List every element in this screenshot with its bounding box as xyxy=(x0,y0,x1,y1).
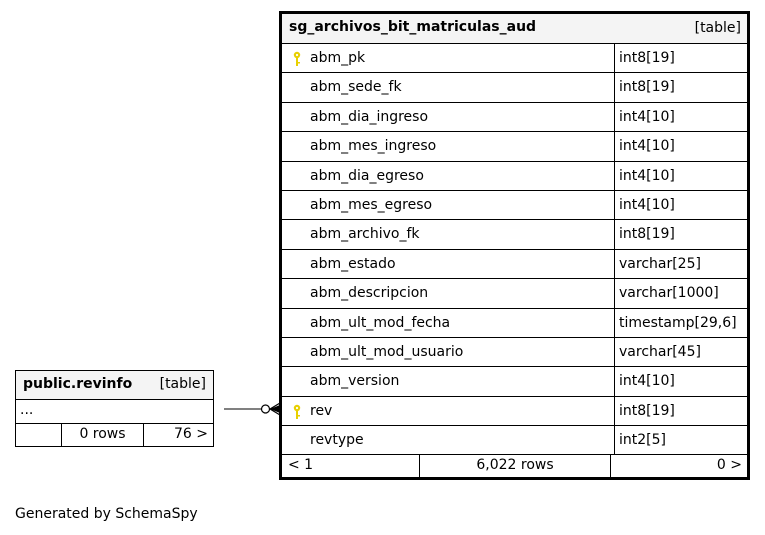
column-type: varchar[25] xyxy=(619,255,701,272)
column-row[interactable] xyxy=(282,220,747,249)
column-name-cell xyxy=(282,132,615,160)
column-name: abm_mes_egreso xyxy=(310,196,433,213)
zero-optional-marker xyxy=(262,405,270,413)
column-name: revtype xyxy=(310,432,364,449)
column-type: int4[10] xyxy=(619,167,675,184)
column-type: varchar[45] xyxy=(619,343,701,360)
column-name-cell xyxy=(282,73,615,101)
column-row[interactable] xyxy=(282,397,747,426)
table-kind: [table] xyxy=(159,376,206,392)
key-icon xyxy=(292,51,302,67)
table-kind: [table] xyxy=(694,20,741,36)
row-count: 0 rows xyxy=(62,424,144,446)
column-type: varchar[1000] xyxy=(619,285,719,302)
column-name: abm_version xyxy=(310,373,400,390)
column-row[interactable] xyxy=(282,103,747,132)
column-name: abm_dia_ingreso xyxy=(310,108,429,125)
column-name-cell xyxy=(282,367,615,395)
column-name: abm_dia_egreso xyxy=(310,167,424,184)
column-name-cell xyxy=(282,279,615,307)
column-type: int4[10] xyxy=(619,196,675,213)
collapsed-columns: ... xyxy=(16,400,213,424)
column-row[interactable] xyxy=(282,367,747,396)
child-count[interactable]: 76 > xyxy=(174,426,208,442)
column-type: timestamp[29,6] xyxy=(619,314,737,331)
column-name-cell xyxy=(282,397,615,425)
child-count[interactable]: 0 > xyxy=(716,457,742,474)
column-name-cell xyxy=(282,103,615,131)
column-name-cell xyxy=(282,250,615,278)
table-name[interactable]: sg_archivos_bit_matriculas_aud xyxy=(289,19,537,35)
column-name: abm_ult_mod_fecha xyxy=(310,314,451,331)
column-name: abm_estado xyxy=(310,255,396,272)
column-row[interactable] xyxy=(282,73,747,102)
column-type: int4[10] xyxy=(619,138,675,155)
column-name: abm_mes_ingreso xyxy=(310,138,437,155)
column-name-cell xyxy=(282,426,615,454)
table-sg-archivos-bit-matriculas-aud[interactable] xyxy=(279,11,750,480)
table-name[interactable]: public.revinfo xyxy=(23,376,133,392)
parent-count xyxy=(16,424,62,446)
column-type: int2[5] xyxy=(619,432,666,449)
table-public-revinfo[interactable] xyxy=(15,370,214,447)
column-row[interactable] xyxy=(282,309,747,338)
column-name-cell xyxy=(282,191,615,219)
column-name: abm_sede_fk xyxy=(310,79,402,96)
column-list xyxy=(282,44,747,455)
table-footer xyxy=(282,455,747,477)
row-count: 6,022 rows xyxy=(420,455,611,477)
column-name: abm_ult_mod_usuario xyxy=(310,343,464,360)
table-header[interactable] xyxy=(282,14,747,44)
column-name-cell xyxy=(282,338,615,366)
column-name: abm_descripcion xyxy=(310,285,429,302)
column-type: int4[10] xyxy=(619,373,675,390)
table-header[interactable] xyxy=(16,371,213,400)
column-row[interactable] xyxy=(282,132,747,161)
column-name-cell xyxy=(282,162,615,190)
column-name-cell xyxy=(282,309,615,337)
column-name: rev xyxy=(310,402,333,419)
column-type: int4[10] xyxy=(619,108,675,125)
column-type: int8[19] xyxy=(619,226,675,243)
column-row[interactable] xyxy=(282,191,747,220)
key-icon xyxy=(292,404,302,420)
column-name: abm_archivo_fk xyxy=(310,226,420,243)
column-row[interactable] xyxy=(282,279,747,308)
column-row[interactable] xyxy=(282,338,747,367)
column-row[interactable] xyxy=(282,426,747,455)
column-type: int8[19] xyxy=(619,402,675,419)
column-type: int8[19] xyxy=(619,50,675,66)
table-footer xyxy=(16,424,213,446)
column-name-cell xyxy=(282,44,615,72)
column-row[interactable] xyxy=(282,250,747,279)
column-name: abm_pk xyxy=(310,50,366,66)
column-row[interactable] xyxy=(282,162,747,191)
column-name-cell xyxy=(282,220,615,248)
parent-count[interactable]: < 1 xyxy=(282,455,420,477)
column-type: int8[19] xyxy=(619,79,675,96)
column-row[interactable] xyxy=(282,44,747,73)
generated-by-note: Generated by SchemaSpy xyxy=(15,506,198,522)
